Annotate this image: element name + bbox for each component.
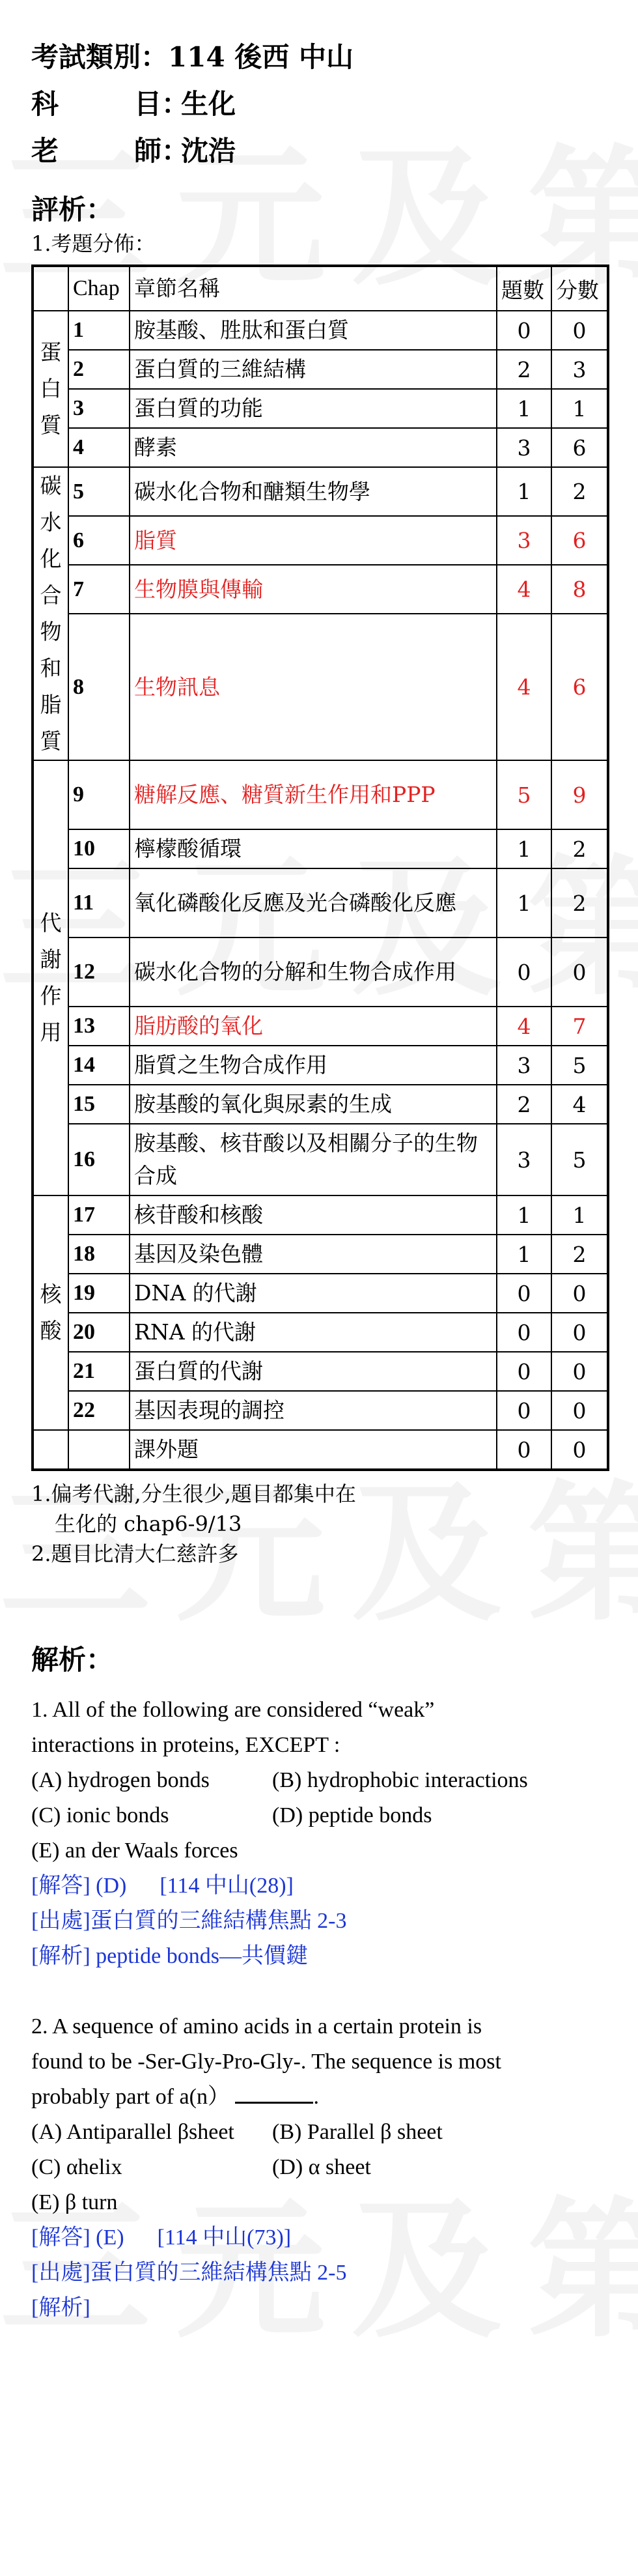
- chapter-name-cell: 檸檬酸循環: [130, 829, 497, 868]
- chapter-name-header: 章節名稱: [130, 266, 497, 311]
- chapter-name-cell: DNA 的代謝: [130, 1274, 497, 1313]
- table-row: [33, 760, 608, 829]
- count-cell: 4: [497, 1007, 551, 1046]
- count-cell: 0: [497, 1274, 551, 1313]
- chapter-name-cell: 蛋白質的三維結構: [130, 350, 497, 389]
- table-row: [33, 937, 608, 1007]
- table-row: [33, 1007, 608, 1046]
- table-row: [33, 1235, 608, 1274]
- chap-cell: 20: [68, 1313, 130, 1352]
- table-row: [33, 1430, 608, 1470]
- score-header: 分數: [551, 266, 608, 311]
- chap-cell: 17: [68, 1195, 130, 1235]
- score-cell: 5: [551, 1124, 608, 1195]
- table-row: [33, 389, 608, 428]
- score-cell: 0: [551, 937, 608, 1007]
- q1-stem-line: 1. All of the following are considered “weak”: [31, 1698, 435, 1722]
- count-cell: 5: [497, 760, 551, 829]
- q2-option-a: (A) Antiparallel βsheet: [31, 2120, 234, 2144]
- count-cell: 0: [497, 1352, 551, 1391]
- count-cell: 3: [497, 1124, 551, 1195]
- chap-cell: 12: [68, 937, 130, 1007]
- chapter-name-cell: 脂質: [130, 516, 497, 565]
- score-cell: 1: [551, 1195, 608, 1235]
- score-cell: 0: [551, 1313, 608, 1352]
- count-cell: 2: [497, 350, 551, 389]
- count-cell: 3: [497, 516, 551, 565]
- chapter-name-cell: 基因及染色體: [130, 1235, 497, 1274]
- chap-cell: 16: [68, 1124, 130, 1195]
- chap-cell: 13: [68, 1007, 130, 1046]
- table-row: [33, 1391, 608, 1430]
- analysis-heading: 評析：: [31, 193, 114, 225]
- chapter-group-cell: [33, 311, 68, 467]
- chap-cell: 2: [68, 350, 130, 389]
- exam-category-row: 考試類別 ： 114 後西 中山: [31, 34, 617, 81]
- count-cell: 3: [497, 428, 551, 467]
- table-row: [33, 829, 608, 868]
- count-cell: 0: [497, 1391, 551, 1430]
- chapter-name-cell: 脂肪酸的氧化: [130, 1007, 497, 1046]
- teacher-label: 老 師: [31, 135, 161, 167]
- chap-header: Chap: [68, 266, 130, 311]
- score-cell: 0: [551, 1274, 608, 1313]
- count-cell: 0: [497, 311, 551, 350]
- table-row: [33, 565, 608, 614]
- count-cell: 1: [497, 868, 551, 937]
- count-cell: 0: [497, 1313, 551, 1352]
- chapter-name-cell: 蛋白質的功能: [130, 389, 497, 428]
- table-header-row: [33, 266, 608, 311]
- q2-option-c: (C) αhelix: [31, 2155, 122, 2179]
- score-cell: 6: [551, 428, 608, 467]
- q2-answer: [解答] (E) [114 中山(73)]: [31, 2225, 292, 2250]
- chapter-name-cell: 基因表現的調控: [130, 1391, 497, 1430]
- question-2: [31, 2009, 617, 2326]
- chapter-name-cell: 酵素: [130, 428, 497, 467]
- subject-row: 科 目 ： 生化: [31, 81, 617, 128]
- table-row: [33, 428, 608, 467]
- table-row: [33, 1085, 608, 1124]
- score-cell: 2: [551, 1235, 608, 1274]
- q2-option-e: (E) β turn: [31, 2190, 118, 2214]
- document-page: [31, 34, 617, 2326]
- score-cell: 2: [551, 467, 608, 516]
- chapter-name-cell: 生物膜與傳輸: [130, 565, 497, 614]
- q1-explanation: [解析] peptide bonds—共價鍵: [31, 1944, 308, 1968]
- count-cell: 0: [497, 937, 551, 1007]
- table-row: [33, 1352, 608, 1391]
- teacher-row: 老 師 ： 沈浩: [31, 128, 617, 175]
- q2-options-cd: [31, 2150, 617, 2185]
- q2-source: [出處]蛋白質的三維結構焦點 2-5: [31, 2261, 347, 2285]
- count-cell: 2: [497, 1085, 551, 1124]
- q2-stem-line-3: probably part of a(n） .: [31, 2080, 617, 2115]
- chapter-group-label: 代 謝 作 用: [40, 910, 62, 1045]
- chap-cell: 1: [68, 311, 130, 350]
- q2-option-b: (B) Parallel β sheet: [272, 2120, 443, 2144]
- chap-cell: 5: [68, 467, 130, 516]
- score-cell: 0: [551, 1352, 608, 1391]
- chapter-group-label: 碳 水 化 合 物 和 脂 質: [40, 473, 62, 754]
- teacher-value: 沈浩: [181, 135, 236, 167]
- table-row: [33, 1274, 608, 1313]
- q1-option-c: (C) ionic bonds: [31, 1803, 169, 1827]
- table-row: [33, 1046, 608, 1085]
- analysis-notes: [31, 1479, 617, 1569]
- chapter-group-cell: [33, 1195, 68, 1430]
- q1-answer: [解答] (D) [114 中山(28)]: [31, 1874, 294, 1898]
- chap-cell: 8: [68, 614, 130, 760]
- score-cell: 5: [551, 1046, 608, 1085]
- count-cell: 1: [497, 389, 551, 428]
- table-row: [33, 350, 608, 389]
- chapter-group-cell: [33, 467, 68, 760]
- chap-cell: 3: [68, 389, 130, 428]
- chap-cell: 14: [68, 1046, 130, 1085]
- count-cell: 0: [497, 1430, 551, 1470]
- solutions-heading: 解析：: [31, 1644, 114, 1676]
- count-cell: 1: [497, 467, 551, 516]
- table-row: [33, 311, 608, 350]
- chap-cell: 21: [68, 1352, 130, 1391]
- note-line: 2.題目比清大仁慈許多: [31, 1541, 239, 1566]
- chapter-name-cell: 胺基酸、核苷酸以及相關分子的生物合成: [130, 1124, 497, 1195]
- question-1: [31, 1693, 617, 1974]
- chap-cell: 6: [68, 516, 130, 565]
- answer-blank: [235, 2080, 313, 2104]
- score-cell: 0: [551, 1430, 608, 1470]
- score-cell: 0: [551, 311, 608, 350]
- q1-option-a: (A) hydrogen bonds: [31, 1768, 210, 1792]
- chapter-name-cell: 生物訊息: [130, 614, 497, 760]
- chapter-name-cell: 氧化磷酸化反應及光合磷酸化反應: [130, 868, 497, 937]
- q1-option-d: (D) peptide bonds: [272, 1803, 432, 1827]
- table-row: [33, 516, 608, 565]
- exam-category-value: 114 後西 中山: [168, 41, 354, 73]
- q2-option-d: (D) α sheet: [272, 2155, 371, 2179]
- chap-cell: 7: [68, 565, 130, 614]
- exam-category-label: 考試類別: [31, 41, 141, 73]
- chapter-name-cell: RNA 的代謝: [130, 1313, 497, 1352]
- chap-cell: 10: [68, 829, 130, 868]
- score-cell: 7: [551, 1007, 608, 1046]
- q2-stem-line: found to be -Ser-Gly-Pro-Gly-. The sequence is most: [31, 2050, 501, 2074]
- chap-cell: 18: [68, 1235, 130, 1274]
- chapter-name-cell: 蛋白質的代謝: [130, 1352, 497, 1391]
- topic-distribution-table: [31, 265, 609, 1471]
- note-line: 1.偏考代謝,分生很少,題目都集中在: [31, 1481, 356, 1506]
- score-cell: 3: [551, 350, 608, 389]
- chapter-name-cell: 課外題: [130, 1430, 497, 1470]
- chapter-group-cell: [33, 760, 68, 1195]
- chapter-name-cell: 糖解反應、糖質新生作用和PPP: [130, 760, 497, 829]
- chapter-name-cell: 胺基酸、胜肽和蛋白質: [130, 311, 497, 350]
- q1-source: [出處]蛋白質的三維結構焦點 2-3: [31, 1909, 347, 1933]
- score-cell: 2: [551, 829, 608, 868]
- chap-cell: 19: [68, 1274, 130, 1313]
- score-cell: 6: [551, 614, 608, 760]
- count-cell: 4: [497, 565, 551, 614]
- subject-label: 科 目: [31, 88, 161, 120]
- chapter-name-cell: 碳水化合物和醣類生物學: [130, 467, 497, 516]
- score-cell: 6: [551, 516, 608, 565]
- chapter-group-cell: [33, 1430, 68, 1470]
- table-row: [33, 467, 608, 516]
- count-header: 題數: [497, 266, 551, 311]
- count-cell: 4: [497, 614, 551, 760]
- q1-stem-line: interactions in proteins, EXCEPT :: [31, 1733, 340, 1757]
- q2-options-ab: [31, 2115, 617, 2150]
- chapter-name-cell: 脂質之生物合成作用: [130, 1046, 497, 1085]
- chapter-group-label: 蛋 白 質: [40, 339, 62, 438]
- chap-cell: 22: [68, 1391, 130, 1430]
- table-row: [33, 1124, 608, 1195]
- table-row: [33, 868, 608, 937]
- q2-stem-text: probably part of a(n）: [31, 2085, 230, 2109]
- table-row: [33, 1195, 608, 1235]
- table-row: [33, 1313, 608, 1352]
- chapter-group-label: 核 酸: [40, 1281, 62, 1343]
- score-cell: 8: [551, 565, 608, 614]
- q1-options-ab: [31, 1763, 617, 1798]
- group-header-cell: [33, 266, 68, 311]
- q2-explanation: [解析]: [31, 2296, 90, 2320]
- note-line: 生化的 chap6-9/13: [55, 1511, 242, 1536]
- count-cell: 1: [497, 1235, 551, 1274]
- chap-cell: 15: [68, 1085, 130, 1124]
- chapter-name-cell: 胺基酸的氧化與尿素的生成: [130, 1085, 497, 1124]
- score-cell: 2: [551, 868, 608, 937]
- q1-option-e: (E) an der Waals forces: [31, 1839, 238, 1863]
- chapter-name-cell: 碳水化合物的分解和生物合成作用: [130, 937, 497, 1007]
- chap-cell: 11: [68, 868, 130, 937]
- score-cell: 9: [551, 760, 608, 829]
- table-row: [33, 614, 608, 760]
- score-cell: 0: [551, 1391, 608, 1430]
- q1-options-cd: [31, 1798, 617, 1833]
- score-cell: 1: [551, 389, 608, 428]
- score-cell: 4: [551, 1085, 608, 1124]
- count-cell: 1: [497, 829, 551, 868]
- distribution-subtitle: 1.考題分佈：: [31, 231, 156, 256]
- count-cell: 3: [497, 1046, 551, 1085]
- chap-cell: 4: [68, 428, 130, 467]
- chap-cell: [68, 1430, 130, 1470]
- chapter-name-cell: 核苷酸和核酸: [130, 1195, 497, 1235]
- q1-option-b: (B) hydrophobic interactions: [272, 1768, 528, 1792]
- chap-cell: 9: [68, 760, 130, 829]
- count-cell: 1: [497, 1195, 551, 1235]
- subject-value: 生化: [181, 88, 236, 120]
- q2-stem-line: 2. A sequence of amino acids in a certain protein is: [31, 2014, 482, 2039]
